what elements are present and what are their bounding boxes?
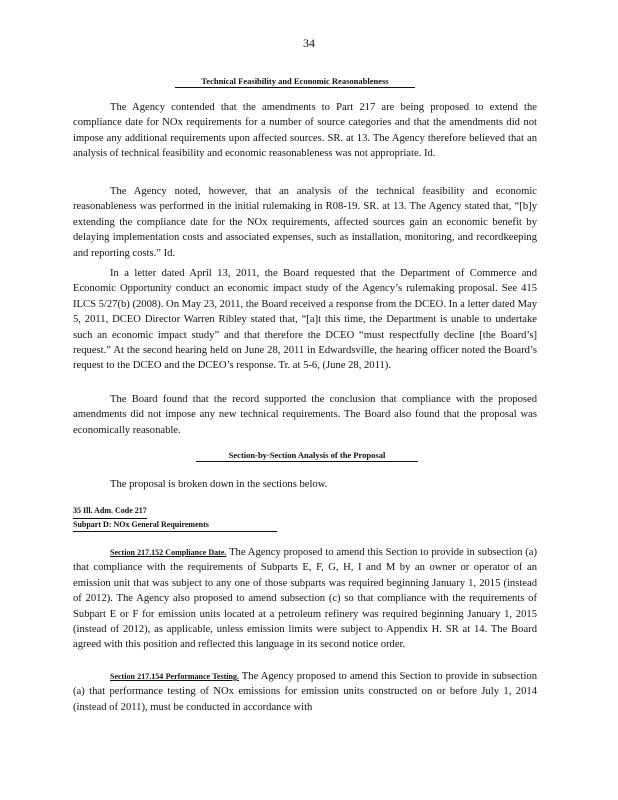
paragraph-agency-noted: The Agency noted, however, that an analysis of the technical feasibility and economic reasonableness was performed in the initial rulemaking in R08-19. SR. at 13. The Agency stated that, “[b]y extending the compliance date for the NOx requirements, affected sources gain an economic benefit by delaying implementation costs and associated expenses, such as installation, monitoring, and recordkeeping and reporting costs.” Id. [73, 186, 537, 259]
section-217-152-label: Section 217.152 Compliance Date. [110, 548, 227, 557]
section-217-154-label: Section 217.154 Performance Testing. [110, 672, 239, 681]
paragraph-proposal-breakdown: The proposal is broken down in the sections below. [110, 479, 328, 490]
section-217-154-text: The Agency proposed to amend this Section to provide in subsection (a) that performance testing of NOx emissions for emission units constructed on or before July 1, 2014 (instead of 2011), must be conducted in accordance with [73, 671, 537, 713]
heading-section-by-section: Section-by-Section Analysis of the Proposal [196, 450, 418, 462]
code-title: 35 Ill. Adm. Code 217 [73, 505, 147, 519]
subpart-title: Subpart D: NOx General Requirements [73, 519, 277, 533]
paragraph-section-217-152 [73, 545, 537, 653]
heading-technical-feasibility: Technical Feasibility and Economic Reasonableness [175, 76, 415, 88]
paragraph-agency-contention: The Agency contended that the amendments to Part 217 are being proposed to extend the compliance date for NOx requirements for a number of source categories and that the amendments did not impose any additional requirements upon affected sources. SR. at 13. The Agency therefore believed that an analysis of technical feasibility and economic reasonableness was not appropriate. Id. [73, 102, 537, 160]
page-number: 34 [303, 36, 315, 50]
paragraph-board-finding: The Board found that the record supported the conclusion that compliance with the proposed amendments did not impose any new technical requirements. The Board also found that the proposal was economically reasonable. [73, 394, 537, 436]
section-217-152-text: The Agency proposed to amend this Section to provide in subsection (a) that compliance with the requirements of Subparts E, F, G, H, I and M by an owner or operator of an emission unit that was subject to any one of those subparts was required beginning January 1, 2015 (instead of 2012). The Agency also proposed to amend subsection (c) so that compliance with the requirements of Subpart E or F for emission units located at a petroleum refinery was required beginning January 1, 2015 (instead of 2012), as applicable, unless emission limits were subject to Appendix H. SR at 14. The Board agreed with this position and reflected this language in its second notice order. [73, 547, 538, 651]
paragraph-dceo-letter: In a letter dated April 13, 2011, the Board requested that the Department of Commerce and Economic Opportunity conduct an economic impact study of the Agency’s rulemaking proposal. See 415 ILCS 5/27(b) (2008). On May 23, 2011, the Board received a response from the DCEO. In a letter dated May 5, 2011, DCEO Director Warren Ribley stated that, “[a]t this time, the Department is unable to undertake such an economic impact study” and that therefore the DCEO “must respectfully decline [the Board’s] request.” At the second hearing held on June 28, 2011 in Edwardsville, the hearing officer noted the Board’s request to the DCEO and the DCEO’s response. Tr. at 5-6, (June 28, 2011). [73, 268, 537, 372]
paragraph-section-217-154 [73, 669, 537, 715]
code-heading [73, 505, 277, 532]
